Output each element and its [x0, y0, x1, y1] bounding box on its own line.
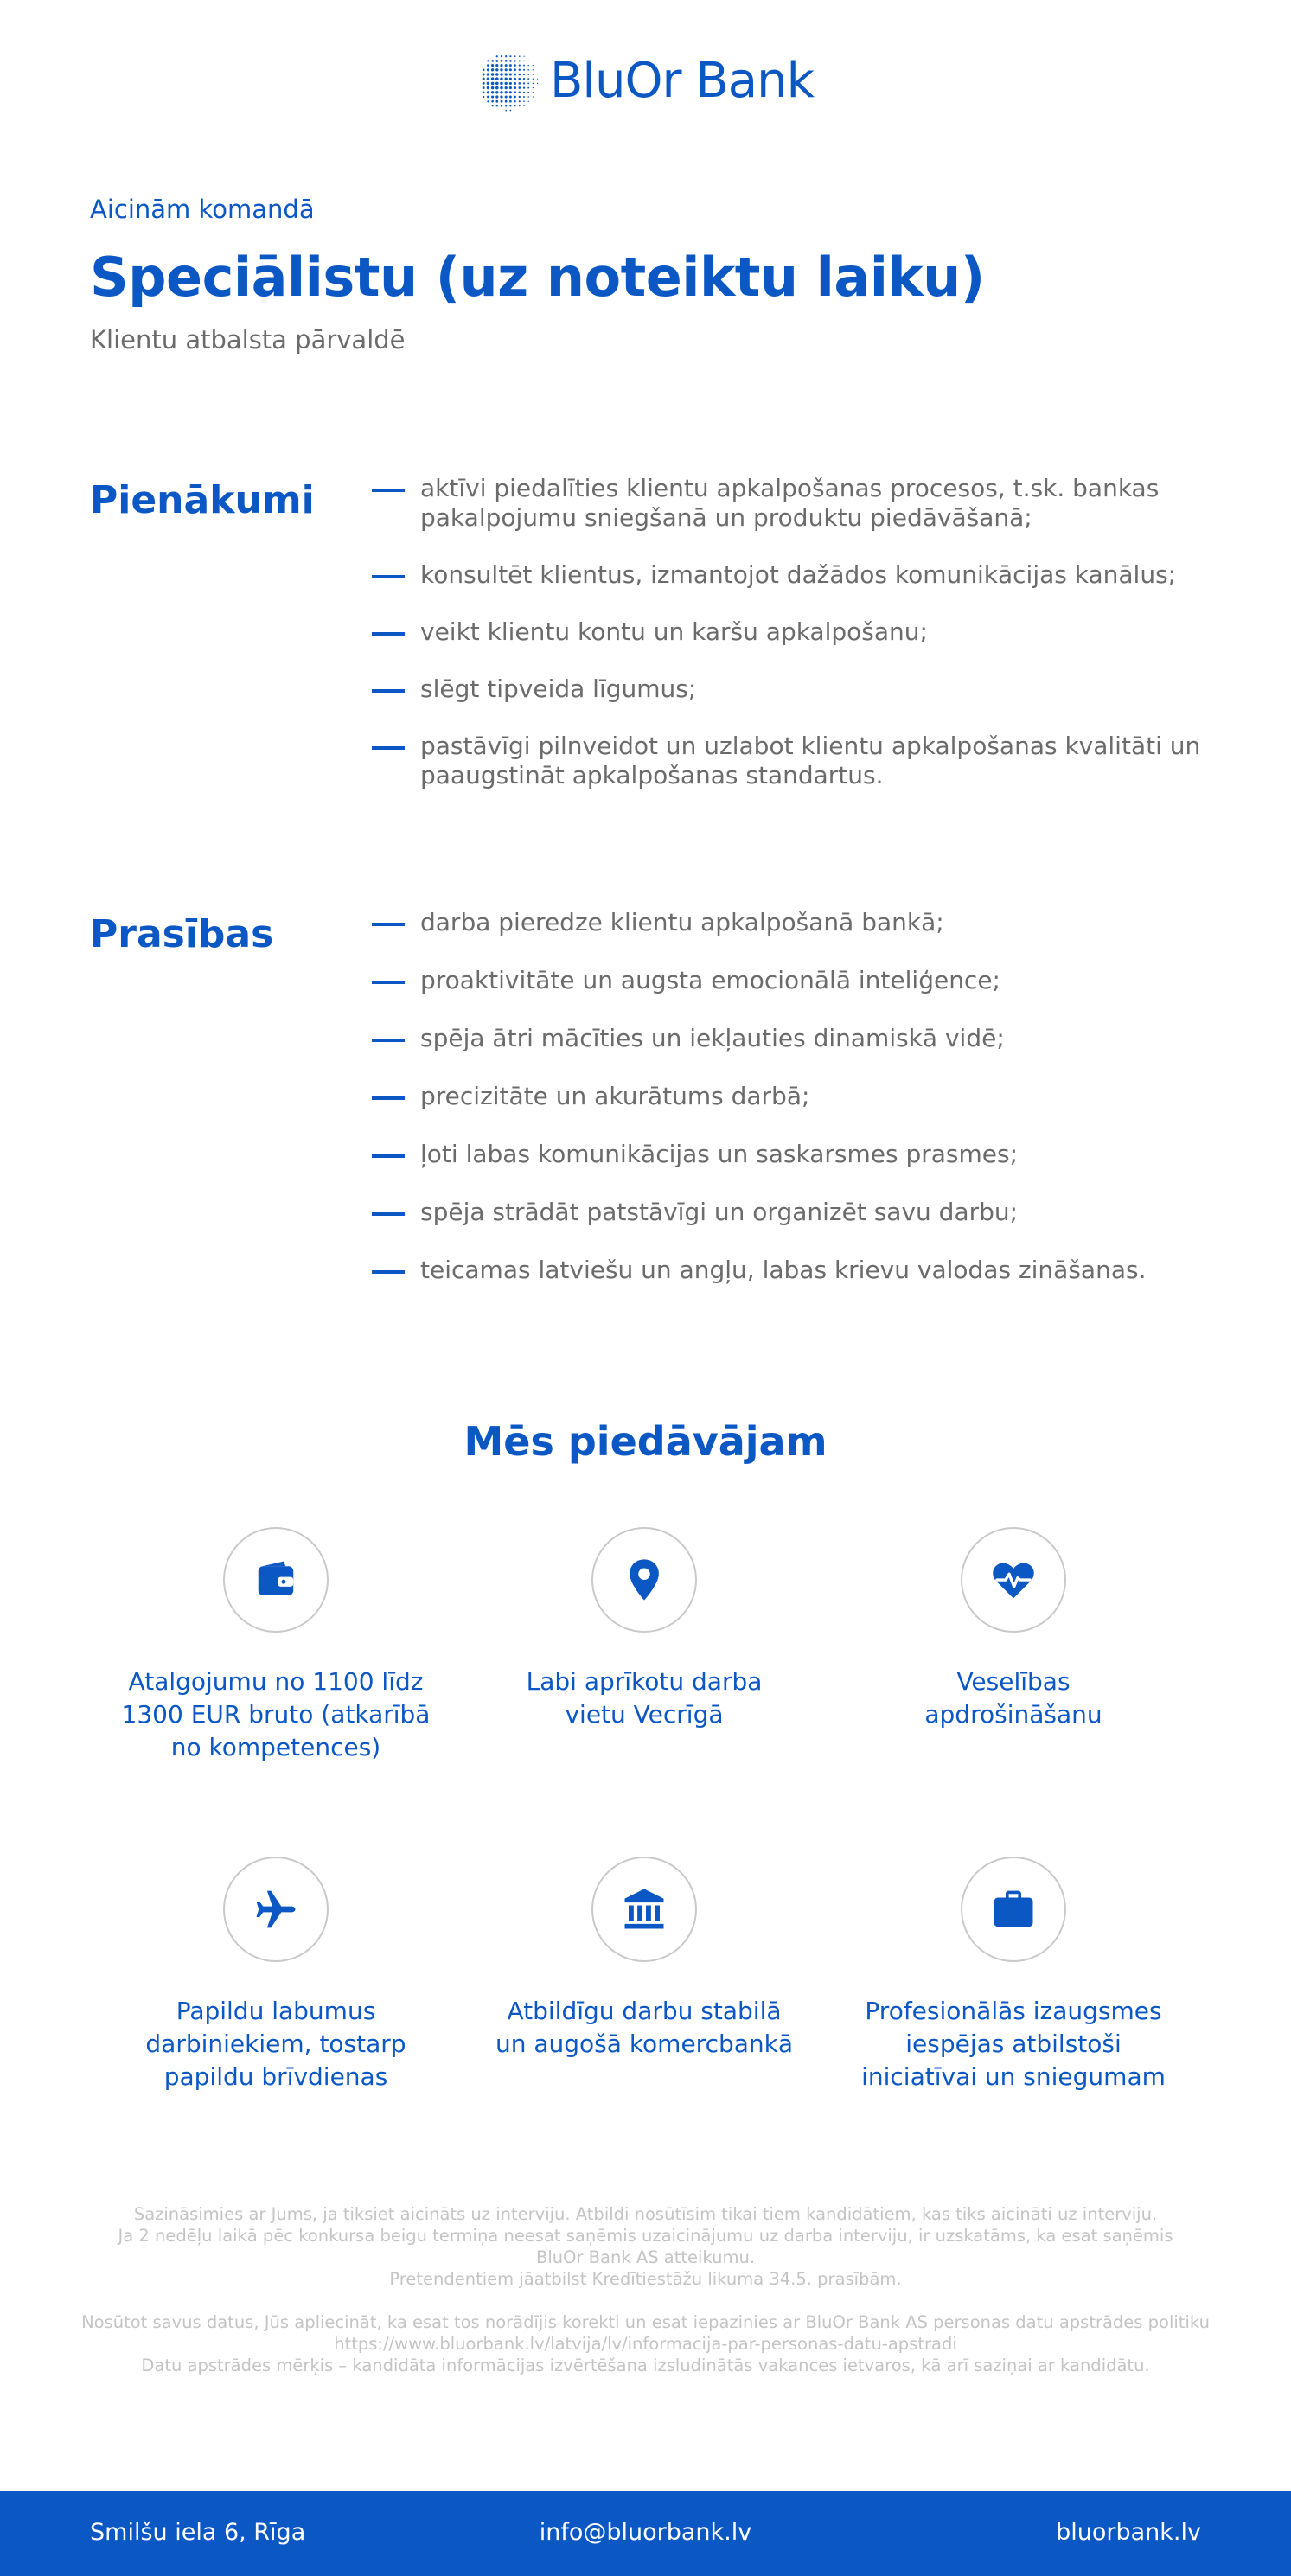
brand-name: BluOr Bank [549, 53, 815, 109]
footer-address: Smilšu iela 6, Rīga [90, 2519, 306, 2546]
list-item: veikt klientu kontu un karšu apkalpošanu; [372, 617, 1202, 647]
benefit-workplace: Labi aprīkotu darba vietu Vecrīgā [480, 1527, 808, 1731]
wallet-icon [252, 1556, 299, 1603]
interview-notice: Sazināsimies ar Jums, ja tiksiet aicināts uz interviju. Atbildi nosūtīsim tikai tiem kandidātiem, kas tiks aicināti uz interviju. Ja 2 nedēļu laikā pēc konkursa beigu termiņa neesat saņēmis uzaicinājumu uz darba interviju, ir uzskatāms, ka esat saņēmis BluOr Bank AS atteikumu. Pretendentiem jāatbilst Kredītiestāžu likuma 34.5. prasībām. [118, 2204, 1173, 2289]
invite-text: Aicinām komandā [90, 195, 315, 224]
job-title: Speciālistu (uz noteiktu laiku) [90, 246, 985, 309]
list-item: proaktivitāte un augsta emocionālā inteliģence; [372, 966, 1202, 995]
list-item: slēgt tipveida līgumus; [372, 674, 1202, 704]
dash-icon [372, 1154, 405, 1158]
footer-email-link[interactable]: info@bluorbank.lv [539, 2519, 752, 2546]
dash-icon [372, 746, 405, 750]
dash-icon [372, 1039, 405, 1042]
duties-heading: Pienākumi [90, 478, 315, 522]
list-item: spēja ātri mācīties un iekļauties dinamiskā vidē; [372, 1024, 1202, 1053]
requirements-heading: Prasības [90, 912, 274, 956]
dash-icon [372, 575, 405, 578]
benefit-extra-perks: Papildu labumus darbiniekiem, tostarp papildu brīvdienas [112, 1857, 440, 2093]
benefit-career-growth: Profesionālās izaugsmes iespējas atbilstoši iniciatīvai un sniegumam [849, 1857, 1178, 2093]
offer-heading: Mēs piedāvājam [463, 1418, 828, 1465]
dash-icon [372, 923, 405, 926]
airplane-icon [252, 1886, 299, 1933]
dash-icon [372, 981, 405, 984]
bank-logo [0, 50, 1291, 112]
list-item: precizitāte un akurātums darbā; [372, 1082, 1202, 1111]
briefcase-icon [990, 1886, 1037, 1933]
data-processing-notice: Nosūtot savus datus, Jūs apliecināt, ka esat tos norādījis korekti un esat iepazinies ar BluOr Bank AS personas datu apstrādes politiku https://www.bluorbank.lv/latvija/lv/informacija-par-personas-datu-apstradi Datu apstrādes mērķis – kandidāta informācijas izvērtēšana izsludinātās vakances ietvaros, kā arī saziņai ar kandidātu. [78, 2311, 1213, 2376]
footer-website-link[interactable]: bluorbank.lv [1056, 2519, 1201, 2546]
logo-dots-icon [477, 50, 540, 112]
benefit-salary: Atalgojumu no 1100 līdz 1300 EUR bruto (atkarībā no kompetences) [112, 1527, 440, 1764]
dash-icon [372, 489, 405, 492]
footer-bar [0, 2491, 1291, 2576]
privacy-policy-link[interactable]: https://www.bluorbank.lv/latvija/lv/informacija-par-personas-datu-apstradi [334, 2334, 957, 2354]
list-item: aktīvi piedalīties klientu apkalpošanas procesos, t.sk. bankas pakalpojumu sniegšanā un produktu piedāvāšanā; [372, 474, 1202, 533]
dash-icon [372, 1270, 405, 1274]
list-item: ļoti labas komunikācijas un saskarsmes prasmes; [372, 1140, 1202, 1169]
duties-list [372, 474, 1202, 818]
location-pin-icon [621, 1556, 668, 1603]
list-item: teicamas latviešu un angļu, labas krievu valodas zināšanas. [372, 1256, 1202, 1285]
dash-icon [372, 1096, 405, 1100]
department: Klientu atbalsta pārvaldē [90, 325, 406, 355]
list-item: pastāvīgi pilnveidot un uzlabot klientu apkalpošanas kvalitāti un paaugstināt apkalpošanas standartus. [372, 732, 1202, 790]
bank-building-icon [621, 1886, 668, 1933]
list-item: spēja strādāt patstāvīgi un organizēt savu darbu; [372, 1198, 1202, 1227]
dash-icon [372, 632, 405, 636]
list-item: darba pieredze klientu apkalpošanā bankā; [372, 908, 1202, 937]
dash-icon [372, 689, 405, 693]
dash-icon [372, 1212, 405, 1216]
list-item: konsultēt klientus, izmantojot dažādos komunikācijas kanālus; [372, 560, 1202, 590]
heart-pulse-icon [990, 1556, 1037, 1603]
benefit-stable-bank: Atbildīgu darbu stabilā un augošā komercbankā [480, 1857, 808, 2061]
requirements-list [372, 908, 1202, 1314]
benefit-health-insurance: Veselības apdrošināšanu [849, 1527, 1178, 1731]
